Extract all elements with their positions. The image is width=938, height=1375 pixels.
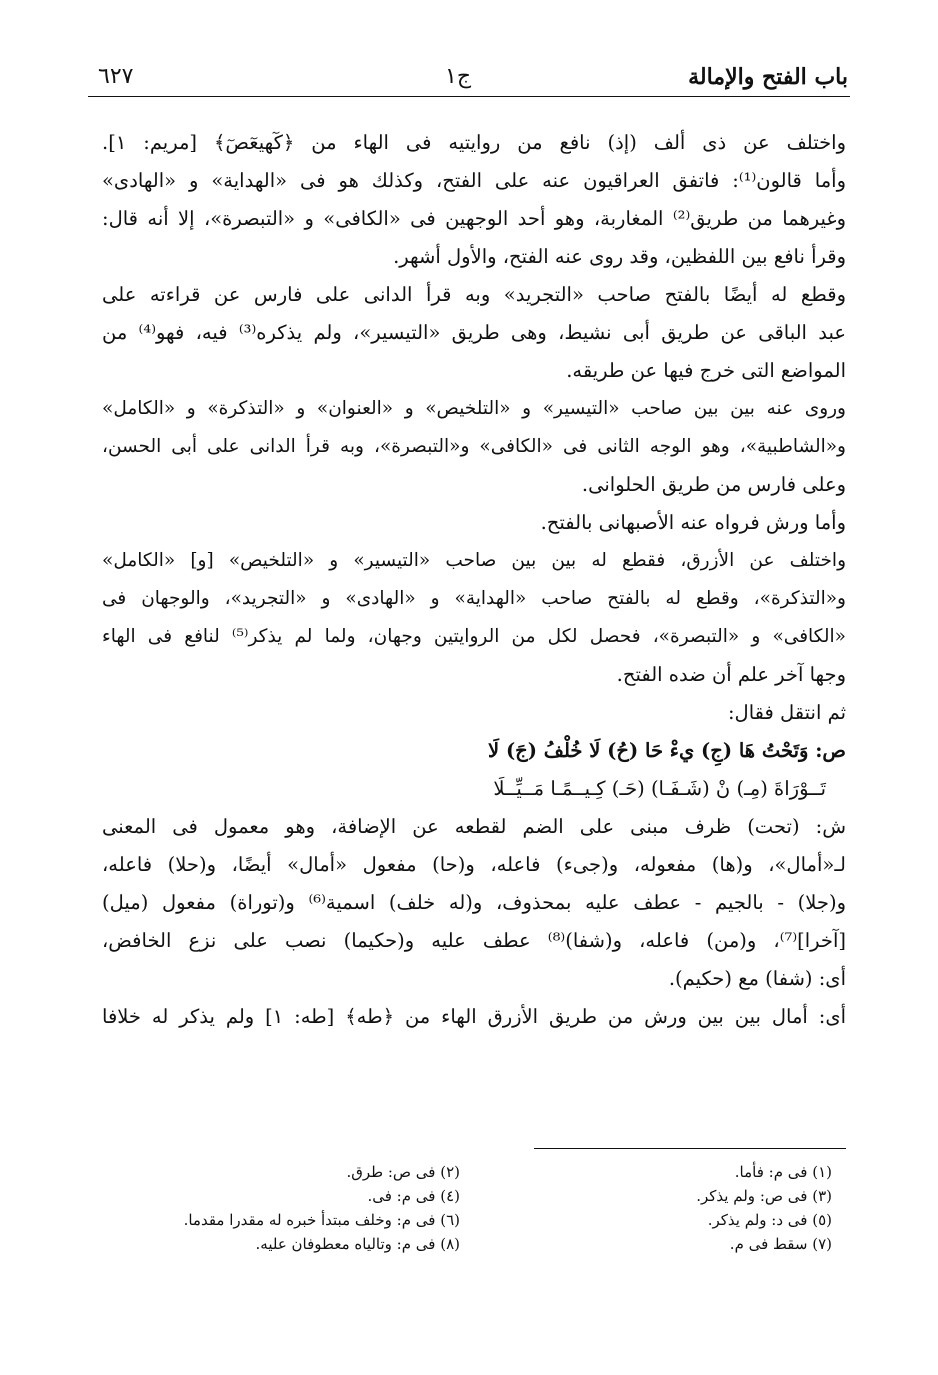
verse-line: تَــوْرَاةَ (مِـ) نْ (شَـفَـا) (حَـ) كِـيــمًـا مَــيِّــلَا bbox=[493, 777, 826, 800]
text-line: و(جلا) - بالجيم - عطف عليه بمحذوف، و(له خلف) اسمية⁽⁶⁾ و(توراة) مفعول (ميل) bbox=[102, 891, 846, 914]
text-line: «الكافى» و «التبصرة»، فحصل لكل من الروايتين وجهان، ولما لم يذكر⁽⁵⁾ لنافع فى الهاء bbox=[102, 626, 846, 647]
text-line: و«التذكرة»، وقطع له بالفتح صاحب «الهداية» و «الهادى» و «التجريد»، والوجهان فى bbox=[102, 588, 846, 609]
footnote: (٧) سقط فى م. bbox=[729, 1235, 832, 1253]
footnote: (٤) فى م: فى. bbox=[367, 1187, 460, 1205]
text-line: واختلف عن الأزرق، فقطع له بين بين صاحب «التيسير» و «التلخيص» [و] «الكامل» bbox=[102, 550, 846, 571]
footnote: (١) فى م: فأما. bbox=[734, 1163, 832, 1181]
text-line: المواضع التى خرج فيها عن طريقه. bbox=[566, 359, 846, 382]
text-line: وأما قالون⁽¹⁾: فاتفق العراقيون عنه على الفتح، وكذلك هو فى «الهداية» و «الهادى» bbox=[102, 169, 846, 192]
text-line: و«الشاطبية»، وهو الوجه الثانى فى «الكافى» و«التبصرة»، وبه قرأ الدانى على أبى الحسن، bbox=[102, 436, 846, 457]
text-line: وعلى فارس من طريق الحلوانى. bbox=[581, 473, 846, 496]
text-line: وغيرهما من طريق⁽²⁾ المغاربة، وهو أحد الوجهين فى «الكافى» و «التبصرة»، إلا أنه قال: bbox=[102, 207, 846, 230]
chapter-title: باب الفتح والإمالة bbox=[688, 64, 848, 90]
footnotes-column-right bbox=[532, 1160, 832, 1256]
text-line: أى: أمال بين بين ورش من طريق الأزرق الهاء من ﴿طه﴾ [طه: ١] ولم يذكر له خلافا bbox=[102, 1005, 846, 1028]
text-line: عبد الباقى عن طريق أبى نشيط، وهى طريق «التيسير»، ولم يذكره⁽³⁾ فيه، فهو⁽⁴⁾ من bbox=[102, 321, 846, 344]
text-line: وقرأ نافع بين اللفظين، وقد روى عنه الفتح، والأول أشهر. bbox=[393, 245, 846, 268]
main-text bbox=[102, 124, 846, 1036]
text-line: وروى عنه بين بين صاحب «التيسير» و «التلخيص» و «العنوان» و «التذكرة» و «الكامل» bbox=[102, 398, 846, 419]
header-divider bbox=[88, 96, 850, 97]
text-line: ش: (تحت) ظرف مبنى على الضم لقطعه عن الإضافة، وهو معمول فى المعنى bbox=[102, 815, 846, 838]
text-line: لـ«أمال»، و(ها) مفعوله، و(جىء) فاعله، و(حا) مفعول «أمال» أيضًا، و(حلا) فاعله، bbox=[102, 853, 846, 876]
volume-label: ج١ bbox=[444, 64, 472, 89]
footnote: (٥) فى د: ولم يذكر. bbox=[707, 1211, 832, 1229]
page-number: ٦٢٧ bbox=[98, 64, 134, 89]
verse-line: ص: وَتَحْتُ هَا (جِ) يءْ حَا (حُ) لَا خُلْفُ (جَ) لَا bbox=[488, 739, 846, 762]
text-line: ثم انتقل فقال: bbox=[727, 701, 846, 724]
text-line: وأما ورش فرواه عنه الأصبهانى بالفتح. bbox=[540, 511, 846, 534]
text-line: واختلف عن ذى ألف (إذ) نافع من روايتيه فى الهاء من ﴿كٓهيعٓصٓ﴾ [مريم: ١]. bbox=[102, 131, 846, 154]
text-line: وجها آخر علم أن ضده الفتح. bbox=[616, 663, 846, 686]
footnote: (٦) فى م: وخلف مبتدأ خبره له مقدرا مقدما. bbox=[183, 1211, 460, 1229]
footnote: (٨) فى م: وتالياه معطوفان عليه. bbox=[255, 1235, 460, 1253]
footnote-divider bbox=[534, 1148, 846, 1149]
footnote: (٢) فى ص: طرق. bbox=[346, 1163, 460, 1181]
footnote: (٣) فى ص: ولم يذكر. bbox=[696, 1187, 832, 1205]
text-line: أى: (شفا) مع (حكيم). bbox=[668, 967, 846, 990]
footnotes-column-left bbox=[100, 1160, 460, 1256]
text-line: [آخرا]⁽⁷⁾، و(من) فاعله، و(شفا)⁽⁸⁾ عطف عليه و(حكيما) نصب على نزع الخافض، bbox=[102, 929, 846, 952]
text-line: وقطع له أيضًا بالفتح صاحب «التجريد» وبه قرأ الدانى على فارس عن قراءته على bbox=[102, 283, 846, 306]
running-header bbox=[88, 58, 848, 98]
